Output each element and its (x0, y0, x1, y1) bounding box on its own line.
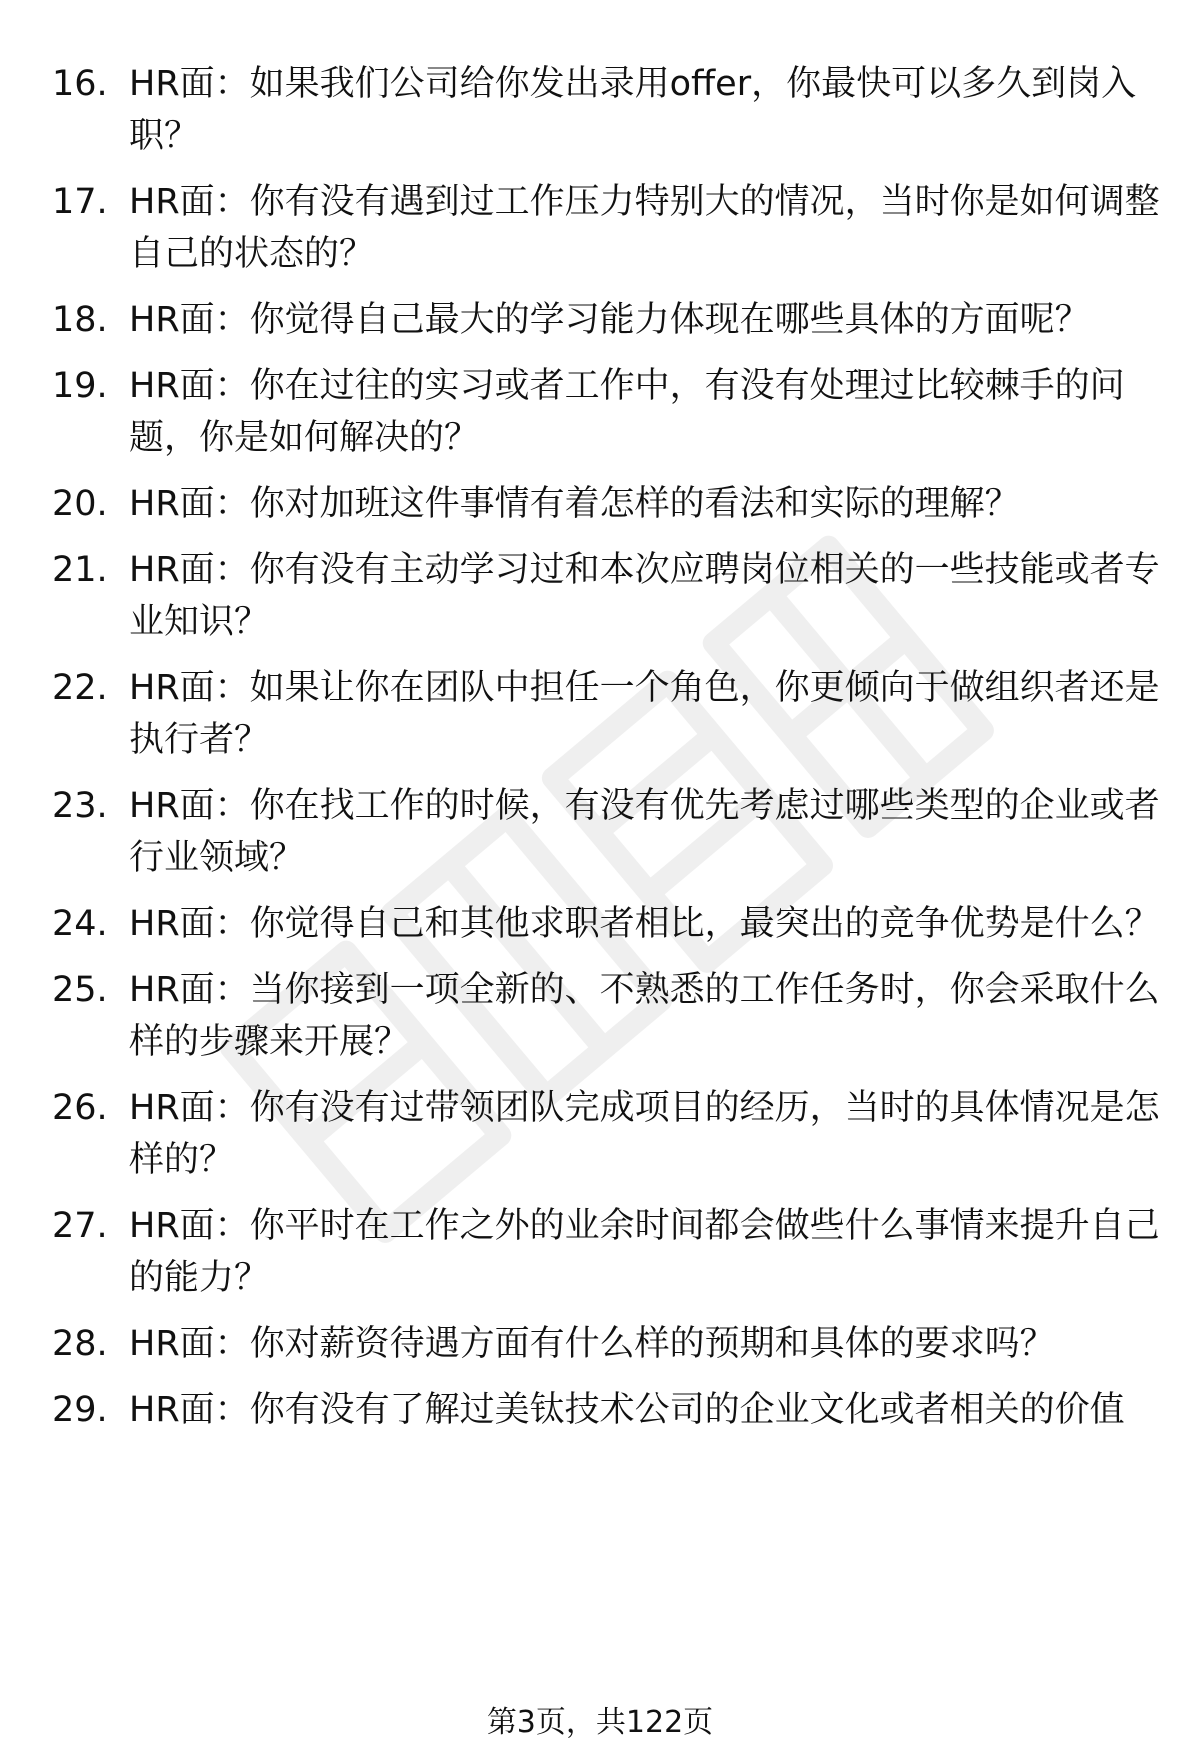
item-number: 29. (52, 1390, 108, 1430)
item-text: HR面：你有没有主动学习过和本次应聘岗位相关的一些技能或者专业知识？ (129, 550, 1160, 642)
item-text: HR面：你有没有过带领团队完成项目的经历，当时的具体情况是怎样的？ (129, 1088, 1160, 1180)
item-text: HR面：如果让你在团队中担任一个角色，你更倾向于做组织者还是执行者？ (129, 668, 1160, 760)
item-text: HR面：你在过往的实习或者工作中，有没有处理过比较棘手的问题，你是如何解决的？ (129, 366, 1125, 458)
item-number: 22. (52, 668, 108, 708)
item-text: HR面：你对薪资待遇方面有什么样的预期和具体的要求吗？ (129, 1324, 1055, 1364)
list-item (52, 662, 1162, 766)
list-item (52, 780, 1162, 884)
list-item (52, 1200, 1162, 1304)
item-number: 17. (52, 182, 108, 222)
list-item (52, 58, 1162, 162)
list-item (52, 360, 1162, 464)
list-item (52, 1318, 1162, 1370)
item-number: 27. (52, 1206, 108, 1246)
item-text: HR面：你有没有遇到过工作压力特别大的情况，当时你是如何调整自己的状态的？ (129, 182, 1160, 274)
question-list (52, 58, 1162, 1436)
item-text: HR面：你在找工作的时候，有没有优先考虑过哪些类型的企业或者行业领域？ (129, 786, 1160, 878)
item-number: 26. (52, 1088, 108, 1128)
list-item (52, 294, 1162, 346)
item-text: HR面：当你接到一项全新的、不熟悉的工作任务时，你会采取什么样的步骤来开展？ (129, 970, 1160, 1062)
item-text: HR面：你有没有了解过美钛技术公司的企业文化或者相关的价值 (129, 1390, 1125, 1430)
item-text: HR面：如果我们公司给你发出录用offer，你最快可以多久到岗入职？ (129, 64, 1137, 156)
list-item (52, 176, 1162, 280)
item-text: HR面：你觉得自己最大的学习能力体现在哪些具体的方面呢？ (129, 300, 1090, 340)
item-number: 16. (52, 64, 108, 104)
list-item (52, 1384, 1162, 1436)
item-number: 18. (52, 300, 108, 340)
list-item (52, 478, 1162, 530)
item-number: 19. (52, 366, 108, 406)
item-number: 23. (52, 786, 108, 826)
item-text: HR面：你对加班这件事情有着怎样的看法和实际的理解？ (129, 484, 1020, 524)
item-text: HR面：你觉得自己和其他求职者相比，最突出的竞争优势是什么？ (129, 904, 1160, 944)
item-text: HR面：你平时在工作之外的业余时间都会做些什么事情来提升自己的能力？ (129, 1206, 1160, 1298)
page-footer: 第3页，共122页 (486, 1705, 714, 1740)
list-item (52, 898, 1162, 950)
item-number: 20. (52, 484, 108, 524)
list-item (52, 964, 1162, 1068)
item-number: 24. (52, 904, 108, 944)
item-number: 21. (52, 550, 108, 590)
item-number: 28. (52, 1324, 108, 1364)
item-number: 25. (52, 970, 108, 1010)
list-item (52, 544, 1162, 648)
list-item (52, 1082, 1162, 1186)
